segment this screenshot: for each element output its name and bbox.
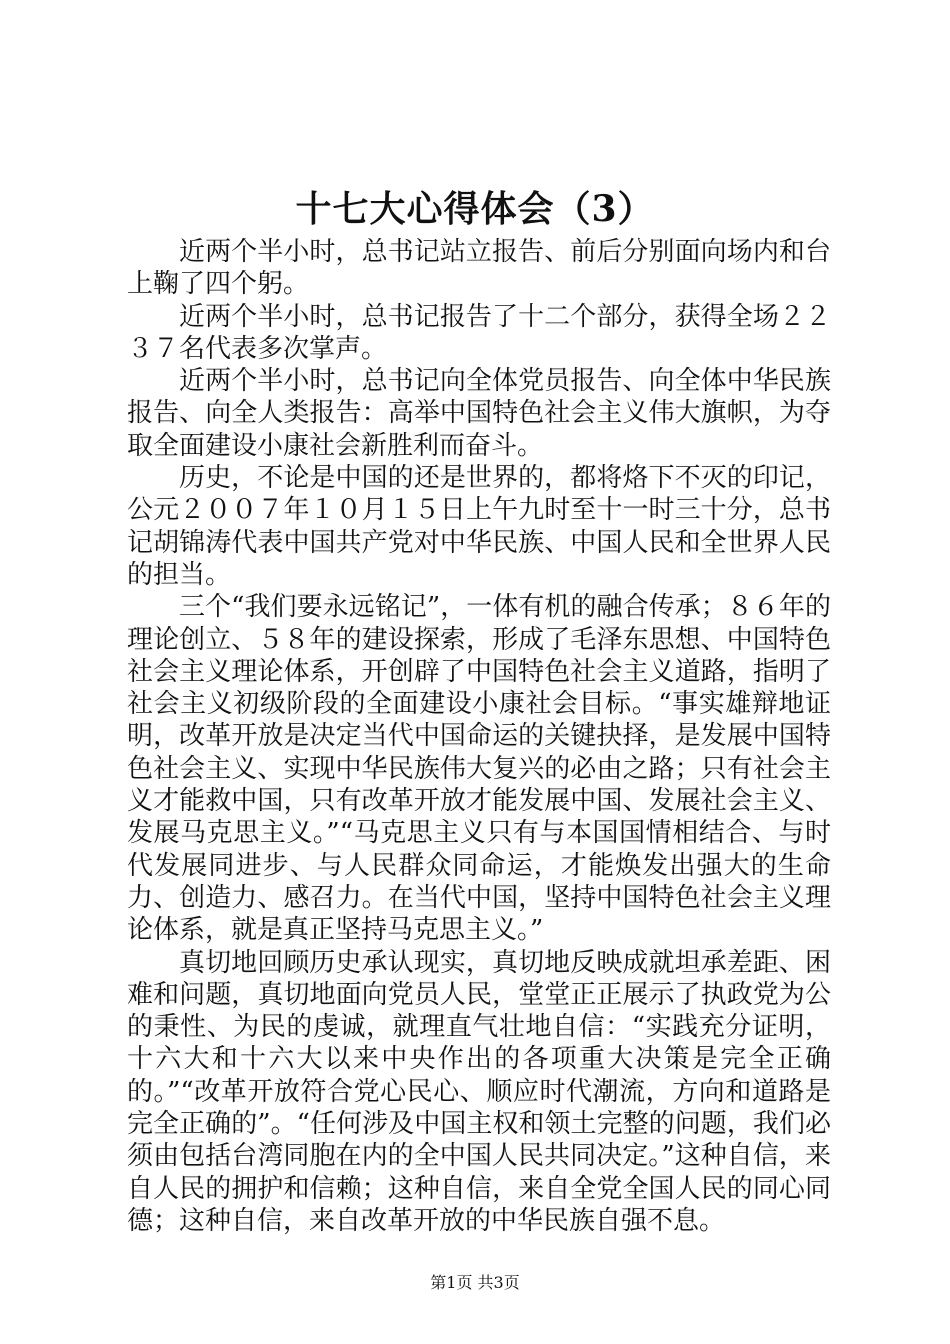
- paragraph-5: 三个“我们要永远铭记”，一体有机的融合传承；８６年的理论创立、５８年的建设探索，形成了毛泽东思想、中国特色社会主义理论体系，开创辟了中国特色社会主义道路，指明了社会主义初级阶段的全面建设小康社会目标。“事实雄辩地证明，改革开放是决定当代中国命运的关键抉择，是发展中国特色社会主义、实现中华民族伟大复兴的必由之路；只有社会主义才能救中国，只有改革开放才能发展中国、发展社会主义、发展马克思主义。”“马克思主义只有与本国国情相结合、与时代发展同进步、与人民群众同命运，才能焕发出强大的生命力、创造力、感召力。在当代中国，坚持中国特色社会主义理论体系，就是真正坚持马克思主义。”: [127, 592, 831, 946]
- paragraph-4: 历史，不论是中国的还是世界的，都将烙下不灭的印记，公元２００７年１０月１５日上午九时至十一时三十分，总书记胡锦涛代表中国共产党对中华民族、中国人民和全世界人民的担当。: [127, 463, 831, 590]
- paragraph-3: 近两个半小时，总书记向全体党员报告、向全体中华民族报告、向全人类报告：高举中国特色社会主义伟大旗帜，为夺取全面建设小康社会新胜利而奋斗。: [127, 366, 831, 461]
- document-body: [127, 236, 831, 1237]
- paragraph-6: 真切地回顾历史承认现实，真切地反映成就坦承差距、困难和问题，真切地面向党员人民，堂堂正正展示了执政党为公的秉性、为民的虔诚，就理直气壮地自信：“实践充分证明，十六大和十六大以来中央作出的各项重大决策是完全正确的。”“改革开放符合党心民心、顺应时代潮流，方向和道路是完全正确的”。“任何涉及中国主权和领土完整的问题，我们必须由包括台湾同胞在内的全中国人民共同决定。”这种自信，来自人民的拥护和信赖；这种自信，来自全党全国人民的同心同德；这种自信，来自改革开放的中华民族自强不息。: [127, 947, 831, 1236]
- paragraph-2: 近两个半小时，总书记报告了十二个部分，获得全场２２３７名代表多次掌声。: [127, 301, 831, 364]
- document-title: 十七大心得体会（3）: [295, 188, 655, 230]
- page-number-footer: 第1页 共3页: [430, 1273, 520, 1292]
- paragraph-1: 近两个半小时，总书记站立报告、前后分别面向场内和台上鞠了四个躬。: [127, 237, 831, 300]
